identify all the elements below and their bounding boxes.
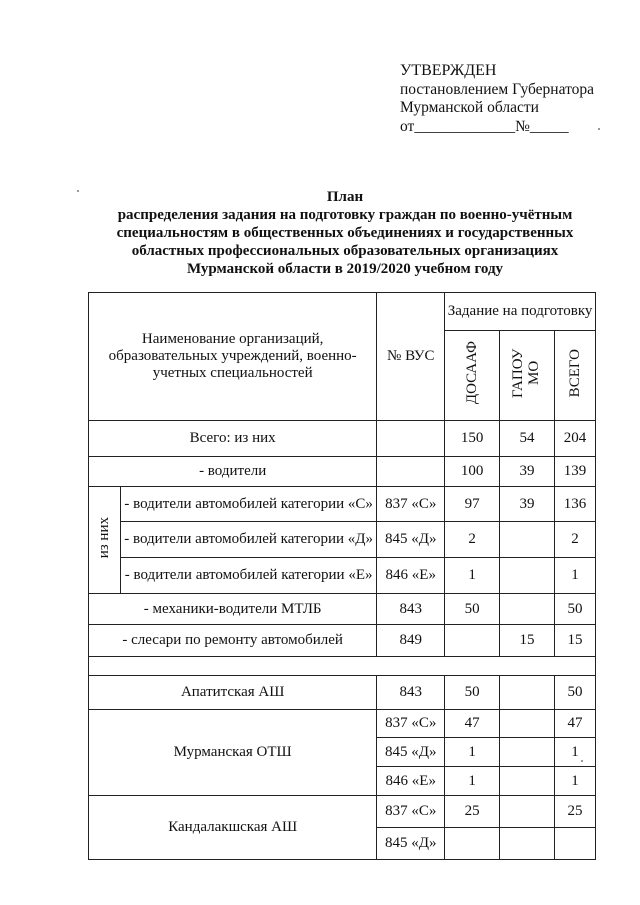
approval-line-2: Мурманской области (400, 99, 539, 116)
row-vus (377, 421, 445, 457)
row-dosaaf (445, 625, 500, 657)
row-dosaaf: 97 (445, 487, 500, 522)
spacer-cell (89, 657, 596, 676)
row-gapou: 15 (500, 625, 555, 657)
row-vus: 845 «Д» (377, 522, 445, 558)
scan-speck (598, 128, 600, 130)
of-them-label: из них (96, 516, 113, 559)
table-row (89, 558, 596, 594)
row-vus (377, 457, 445, 487)
spacer-row (89, 657, 596, 676)
row-gapou (500, 828, 555, 860)
number-sign: № (515, 117, 530, 135)
row-label: - слесари по ремонту автомобилей (89, 625, 377, 657)
table-row (89, 457, 596, 487)
row-gapou (500, 676, 555, 710)
table-row (89, 676, 596, 710)
row-vus: 845 «Д» (377, 738, 445, 767)
table-row (89, 710, 596, 738)
row-total: 1 (555, 558, 596, 594)
header-dosaaf-cell (445, 331, 500, 421)
row-total: 2 (555, 522, 596, 558)
row-gapou (500, 558, 555, 594)
approval-heading: УТВЕРЖДЕН (400, 62, 497, 79)
number-blank: _____ (529, 117, 569, 135)
header-task-group: Задание на подготовку (445, 293, 596, 331)
title-line-3: специальностям в общественных объединениях и государственных (116, 225, 574, 241)
row-total: 50 (555, 594, 596, 625)
scan-speck (77, 190, 79, 192)
row-label: - водители автомобилей категории «С» (120, 487, 376, 522)
title-line-5: Мурманской области в 2019/2020 учебном году (186, 261, 504, 277)
row-label: - водители (89, 457, 377, 487)
row-total: 47 (555, 710, 596, 738)
row-vus: 837 «С» (377, 710, 445, 738)
row-vus: 849 (377, 625, 445, 657)
row-vus: 846 «Е» (377, 558, 445, 594)
row-label: Всего: из них (89, 421, 377, 457)
row-gapou: 39 (500, 487, 555, 522)
row-dosaaf: 2 (445, 522, 500, 558)
title-line-1: План (326, 189, 364, 205)
approval-block (400, 62, 594, 136)
row-dosaaf: 1 (445, 558, 500, 594)
document-title (90, 188, 600, 278)
row-gapou: 39 (500, 457, 555, 487)
row-total: 15 (555, 625, 596, 657)
header-total-cell (555, 331, 596, 421)
header-gapou: ГАПОУ МО (510, 348, 543, 398)
row-total: 25 (555, 796, 596, 828)
table-row (89, 487, 596, 522)
table-row (89, 594, 596, 625)
row-dosaaf: 1 (445, 738, 500, 767)
row-gapou: 54 (500, 421, 555, 457)
row-dosaaf: 100 (445, 457, 500, 487)
header-row-top (89, 293, 596, 331)
header-name-col: Наименование организаций, образовательных учреждений, военно-учетных специальностей (89, 293, 377, 421)
row-total: 1 (555, 738, 596, 767)
row-vus: 846 «Е» (377, 767, 445, 796)
org-label: Мурманская ОТШ (89, 710, 377, 796)
row-dosaaf: 47 (445, 710, 500, 738)
row-vus: 845 «Д» (377, 828, 445, 860)
table-row (89, 421, 596, 457)
row-total: 204 (555, 421, 596, 457)
plan-table (88, 292, 596, 860)
row-gapou (500, 594, 555, 625)
org-label: Кандалакшская АШ (89, 796, 377, 860)
row-label: - водители автомобилей категории «Д» (120, 522, 376, 558)
table-row (89, 522, 596, 558)
row-gapou (500, 710, 555, 738)
header-dosaaf: ДОСААФ (464, 341, 481, 405)
row-total: 1 (555, 767, 596, 796)
row-total: 50 (555, 676, 596, 710)
header-gapou-cell (500, 331, 555, 421)
row-label: - механики-водители МТЛБ (89, 594, 377, 625)
approval-line-1: постановлением Губернатора (400, 80, 595, 98)
date-prefix: от (400, 117, 415, 135)
org-label: Апатитская АШ (89, 676, 377, 710)
row-vus: 837 «С» (377, 796, 445, 828)
row-total: 136 (555, 487, 596, 522)
date-blank: _____________ (414, 117, 516, 135)
row-gapou (500, 767, 555, 796)
row-dosaaf: 50 (445, 594, 500, 625)
scan-speck (581, 760, 583, 762)
row-gapou (500, 796, 555, 828)
row-gapou (500, 738, 555, 767)
row-dosaaf: 1 (445, 767, 500, 796)
row-dosaaf: 25 (445, 796, 500, 828)
row-dosaaf: 150 (445, 421, 500, 457)
row-gapou (500, 522, 555, 558)
row-dosaaf: 50 (445, 676, 500, 710)
row-vus: 843 (377, 594, 445, 625)
row-vus: 843 (377, 676, 445, 710)
approval-date-line (400, 118, 594, 137)
title-line-2: распределения задания на подготовку граждан по военно-учётным (117, 207, 573, 223)
table-row (89, 625, 596, 657)
header-total: ВСЕГО (567, 348, 583, 398)
row-vus: 837 «С» (377, 487, 445, 522)
of-them-cell (89, 487, 121, 594)
row-label: - водители автомобилей категории «Е» (120, 558, 376, 594)
row-dosaaf (445, 828, 500, 860)
title-line-4: областных профессиональных образовательных организациях (131, 243, 559, 259)
row-total (555, 828, 596, 860)
header-vus-col: № ВУС (377, 293, 445, 421)
row-total: 139 (555, 457, 596, 487)
table-row (89, 796, 596, 828)
